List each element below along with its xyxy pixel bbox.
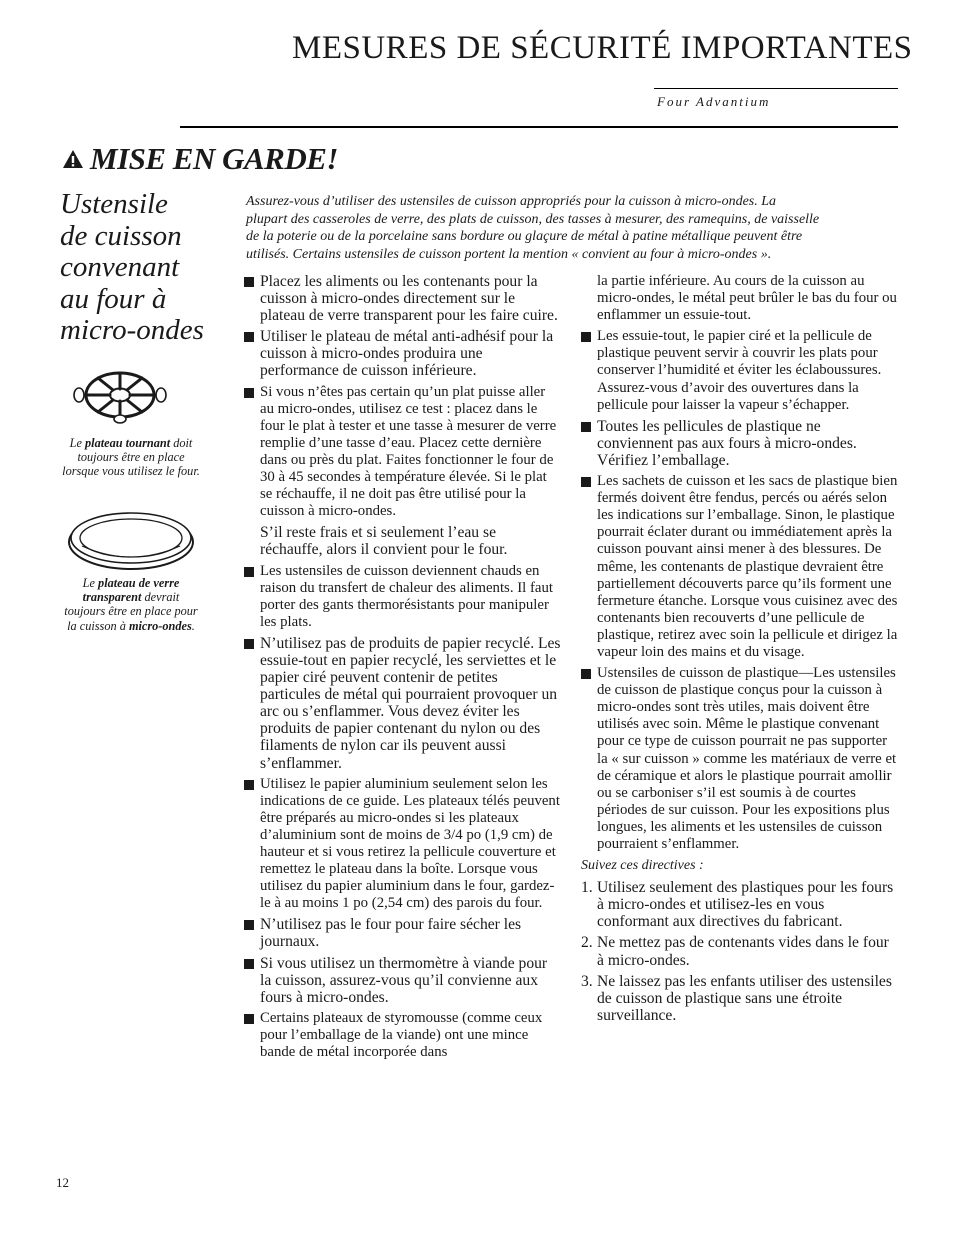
section-heading <box>60 189 232 347</box>
glass-tray-icon <box>66 508 196 572</box>
turntable-icon <box>70 365 170 425</box>
numbered-item: 1. Utilisez seulement des plastiques pour les fours à micro-ondes et utilisez-les en vous conformant aux directives du fabricant. <box>581 879 894 931</box>
list-item: Toutes les pellicules de plastique ne conviennent pas aux fours à micro-ondes. Vérifiez l’emballage. <box>581 418 899 469</box>
list-item: Les ustensiles de cuisson deviennent chauds en raison du transfert de chaleur des aliments. Il faut porter des gants thermorésistants pour manipuler les plats. <box>244 563 562 631</box>
header-divider <box>180 126 898 128</box>
heading-line: micro-ondes <box>60 314 204 346</box>
list-item: Certains plateaux de styromousse (comme ceux pour l’emballage de la viande) ont une mince bande de métal incorporée dans <box>244 1010 562 1061</box>
glass-tray-caption: Le plateau de verre transparent devrait toujours être en place pour la cuisson à micro-ondes. <box>64 576 198 633</box>
left-column <box>244 273 562 1065</box>
warning-banner <box>62 143 338 174</box>
square-bullet-icon <box>244 567 254 577</box>
square-bullet-icon <box>581 422 591 432</box>
square-bullet-icon <box>581 669 591 679</box>
heading-line: Ustensile <box>60 188 168 220</box>
square-bullet-icon <box>581 477 591 487</box>
page-title: MESURES DE SÉCURITÉ IMPORTANTES <box>292 30 913 66</box>
paragraph: S’il reste frais et si seulement l’eau se réchauffe, alors il convient pour le four. <box>260 524 508 559</box>
paragraph: la partie inférieure. Au cours de la cuisson au micro-ondes, le métal peut brûler le bas du four ou enflammer un essuie-tout. <box>597 273 897 324</box>
warning-triangle-icon <box>62 149 84 169</box>
square-bullet-icon <box>244 920 254 930</box>
intro-line: Assurez-vous d’utiliser des ustensiles de cuisson appropriés pour la cuisson à micro-ondes. La <box>246 194 777 209</box>
square-bullet-icon <box>244 959 254 969</box>
list-item: Utiliser le plateau de métal anti-adhésif pour la cuisson à micro-ondes produira une performance de cuisson inférieure. <box>244 328 562 379</box>
warning-label: MISE EN GARDE! <box>90 141 338 176</box>
square-bullet-icon <box>581 332 591 342</box>
square-bullet-icon <box>244 388 254 398</box>
list-item: Placez les aliments ou les contenants pour la cuisson à micro-ondes directement sur le plateau de verre transparent pour les faire cuire. <box>244 273 562 324</box>
intro-line: utilisés. Certains ustensiles de cuisson portent la mention « convient au four à micro-ondes ». <box>246 247 772 263</box>
numbered-item: 3. Ne laissez pas les enfants utiliser des ustensiles de cuisson de plastique sans une étroite surveillance. <box>581 972 892 1024</box>
page-number: 12 <box>56 1175 69 1190</box>
list-item: Les essuie-tout, le papier ciré et la pellicule de plastique peuvent servir à couvrir les plats pour conserver l’humidité et éviter les éclaboussures. Assurez-vous d’avoir des ouvertures dans la pellicule pour laisser la vapeur s’échapper. <box>581 328 899 413</box>
numbered-item: 2. Ne mettez pas de contenants vides dans le four à micro-ondes. <box>581 934 889 969</box>
list-item: N’utilisez pas le four pour faire sécher les journaux. <box>244 916 562 950</box>
square-bullet-icon <box>244 277 254 287</box>
directives-label: Suivez ces directives : <box>581 858 704 874</box>
square-bullet-icon <box>244 1014 254 1024</box>
square-bullet-icon <box>244 780 254 790</box>
list-item: N’utilisez pas de produits de papier recyclé. Les essuie-tout en papier recyclé, les serviettes et le papier ciré peuvent contenir de petites particules de métal qui pourraient provoquer un arc ou s’enflammer. Vous devez éviter les produits de papier contenant du nylon ou des filaments de nylon car ils peuvent aussi s’enflammer. <box>244 635 562 772</box>
intro-line: plupart des casseroles de verre, des plats de cuisson, des tasses à mesurer, des ramequins, de vaisselle <box>246 211 820 227</box>
heading-line: de cuisson <box>60 219 182 252</box>
square-bullet-icon <box>244 639 254 649</box>
list-item: Si vous utilisez un thermomètre à viande pour la cuisson, assurez-vous qu’il convienne aux fours à micro-ondes. <box>244 955 562 1006</box>
list-item: Si vous n’êtes pas certain qu’un plat puisse aller au micro-ondes, utilisez ce test : placez dans le four le plat à tester et une tasse à mesurer de verre remplie d’une tasse d’eau. Placez cette dernière dans ou près du plat. Faites fonctionner le four de 30 à 45 secondes à température élevée. Si le plat se réchauffe, il ne doit pas être utilisé pour la cuisson à micro-ondes. <box>244 384 562 521</box>
page-subtitle: Four Advantium <box>657 94 771 109</box>
turntable-caption: Le plateau tournant doit toujours être en place lorsque vous utilisez le four. <box>62 436 200 479</box>
list-item: Ustensiles de cuisson de plastique—Les ustensiles de cuisson de plastique conçus pour la cuisson à micro-ondes sont très utiles, mais doivent être utilisés avec soin. Même le plastique convenant pour ce type de cuisson pourrait ne pas supporter la « sur cuisson » comme les matériaux de verre et de céramique et alors le plastique pourrait amollir ou se carboniser s’il est soumis à de courtes périodes de sur cuisson. Pour les expositions plus longues, les aliments et les ustensiles de cuisson pourraient s’enflammer. <box>581 665 899 853</box>
list-item: Les sachets de cuisson et les sacs de plastique bien fermés doivent être fendus, percés ou aérés selon les indications sur l’emballage. Sinon, le plastique pourrait éclater durant ou immédiatement après la cuisson pouvant ainsi mener à des blessures. De même, les contenants de plastique devraient être partiellement découverts parce qu’ils forment une fermeture étanche. Lorsque vous cuisinez avec des contenants bien recouverts d’une pellicule de plastique, retirez avec soin la pellicule et dirigez la vapeur loin des mains et du visage. <box>581 473 899 661</box>
subtitle-divider <box>654 88 898 89</box>
right-column <box>581 273 899 1028</box>
heading-line: au four à <box>60 282 167 315</box>
square-bullet-icon <box>244 332 254 342</box>
intro-paragraph <box>246 193 898 264</box>
intro-line: de la poterie ou de la porcelaine sans bordure ou glaçure de métal à patine métallique peuvent être <box>246 229 803 245</box>
heading-line: convenant <box>60 251 180 283</box>
list-item: Utilisez le papier aluminium seulement selon les indications de ce guide. Les plateaux télés peuvent être préparés au micro-ondes si les plateaux d’aluminium sont de moins de 3/4 po (1,9 cm) de hauteur et si vous retirez la pellicule couverture et remettez le plateau dans la boîte. Lorsque vous utilisez du papier aluminium dans le four, gardez-le à au moins 1 po (2,54 cm) des parois du four. <box>244 776 562 913</box>
